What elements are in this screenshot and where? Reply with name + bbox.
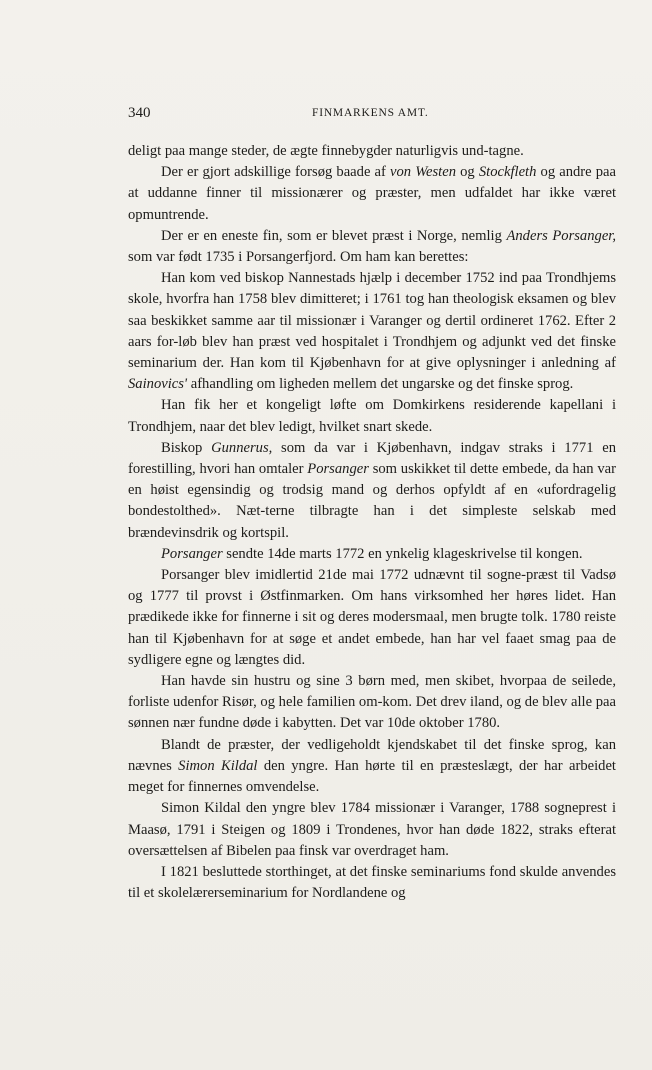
text-run: som da var i Kjøbenhavn, indgav straks i 1771 en forestilling, hvori han omtaler (128, 439, 616, 478)
paragraph (128, 141, 616, 162)
text-run: Biskop (161, 439, 212, 456)
running-title: FINMARKENS AMT. (312, 107, 429, 119)
text-run: I 1821 besluttede storthinget, at det finske seminariums fond skulde anvendes til et skolelærerseminarium for Nordlandene og (128, 863, 616, 902)
text-run: Han fik her et kongeligt løfte om Domkirkens residerende kapellani i Trondhjem, naar det blev ledigt, hvilket snart skede. (128, 397, 616, 435)
paragraph (128, 735, 616, 799)
italic-name: Simon Kildal (178, 757, 258, 774)
italic-name: Porsanger (161, 545, 223, 562)
paragraph (128, 862, 616, 904)
paragraph (128, 162, 616, 226)
italic-name: Gunnerus, (211, 439, 273, 456)
text-run: Der er gjort adskillige forsøg baade af (161, 164, 391, 181)
text-run: som uskikket til dette embede, da han var en høist egensindig og trodsig mand og derhos opfyldt af en «ufordragelig bondestolthed». Næt-terne tilbragte han i det simpleste selskab med brændevinsdrik og kortspil. (128, 461, 616, 541)
paragraph (128, 544, 616, 565)
paragraph (128, 671, 616, 735)
paragraph (128, 798, 616, 862)
text-run: Porsanger blev imidlertid 21de mai 1772 udnævnt til sogne-præst til Vadsø og 1777 til provst i Østfinmarken. Om hans virksomhed her høres lidet. Han prædikede ikke for finnerne i sit og deres modersmaal, men brugte tolk. 1780 reiste han til Kjøbenhavn for at søge et andet embede, han har vel faaet smag paa de sydligere egne og længtes did. (128, 567, 616, 668)
italic-name: Anders Porsanger, (506, 227, 617, 244)
text-run: og andre paa at uddanne finner til missionærer og præster, men udfaldet har ikke været opmuntrende. (128, 164, 617, 223)
paragraph (128, 565, 616, 671)
text-run: Han havde sin hustru og sine 3 børn med, men skibet, hvorpaa de seilede, forliste udenfor Risør, og hele familien om-kom. Det drev iland, og de blev alle paa sønnen nær fundne døde i kabytten. Det var 10de oktober 1780. (128, 673, 616, 732)
text-run: deligt paa mange steder, de ægte finnebygder naturligvis und-tagne. (128, 143, 524, 159)
paragraph (128, 395, 616, 437)
italic-name: Porsanger (307, 461, 369, 478)
text-run: den yngre. Han hørte til en præsteslægt, der har arbeidet meget for finnernes omvendelse. (128, 757, 616, 796)
text-run: Han kom ved biskop Nannestads hjælp i december 1752 ind paa Trondhjems skole, hvorfra han 1758 blev dimitteret; i 1761 tog han theologisk eksamen og blev saa beskikket samme aar til missionær i Varanger og dertil ordineret 1762. Efter 2 aars for-løb blev han præst ved hospitalet i Trondhjem og adjunkt ved det finske seminarium der. Han kom til Kjøbenhavn for at give oplysninger i anledning af (128, 270, 616, 372)
paragraph (128, 438, 616, 544)
text-run: Blandt de præster, der vedligeholdt kjendskabet til det finske sprog, kan nævnes (128, 736, 616, 774)
text-run: og (456, 164, 479, 181)
text-run: Simon Kildal den yngre blev 1784 missionær i Varanger, 1788 sogneprest i Maasø, 1791 i Steigen og 1809 i Trondenes, hvor han døde 1822, straks efterat oversættelsen af Bibelen paa finsk var overdraget ham. (128, 800, 616, 859)
text-run: Der er en eneste fin, som er blevet præst i Norge, nemlig (161, 227, 507, 244)
running-head (128, 105, 616, 123)
italic-name: Sainovics' (128, 376, 188, 393)
text-run: afhandling om ligheden mellem det ungarske og det finske sprog. (187, 376, 574, 393)
paragraph (128, 226, 616, 268)
italic-name: von Westen (390, 164, 457, 181)
paragraph (128, 268, 616, 395)
text-run: som var født 1735 i Porsangerfjord. Om ham kan berettes: (128, 249, 469, 266)
body-text (128, 141, 616, 904)
page-number: 340 (128, 105, 151, 121)
italic-name: Stockfleth (478, 164, 537, 181)
text-run: sendte 14de marts 1772 en ynkelig klageskrivelse til kongen. (222, 545, 583, 562)
